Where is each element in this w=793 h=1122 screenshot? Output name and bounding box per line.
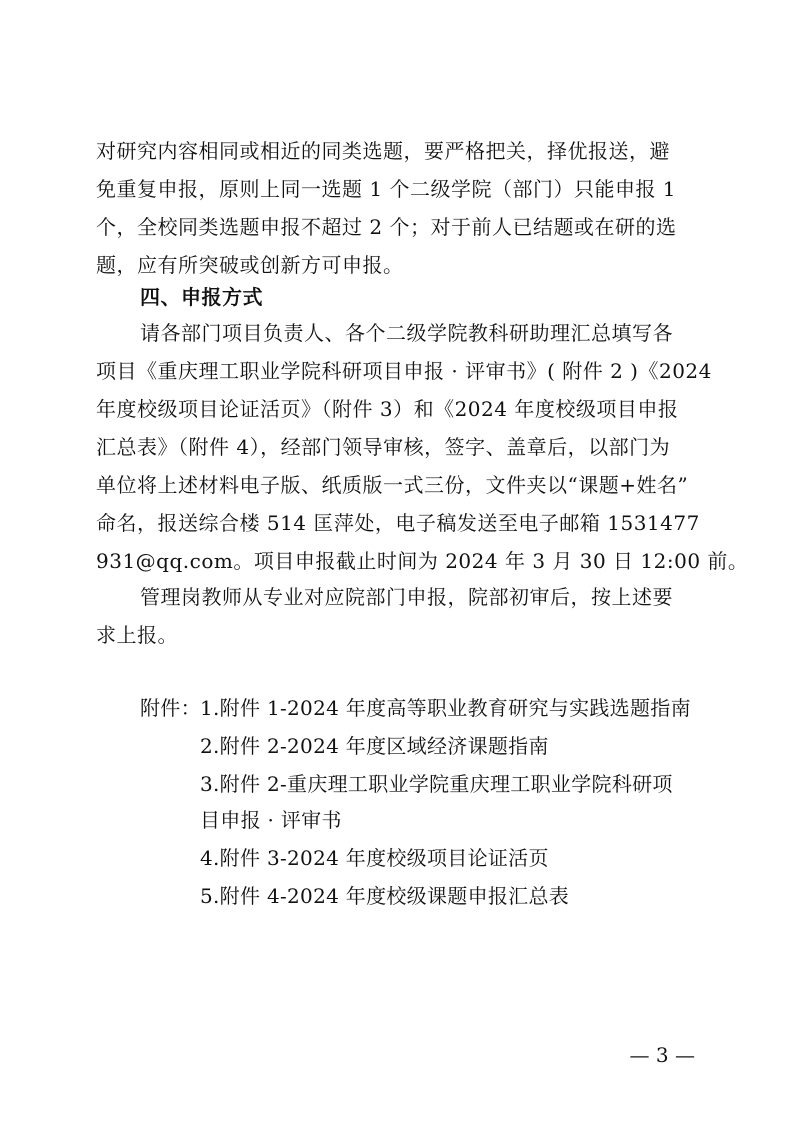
attachment-item-2: 2.附件 2-2024 年度区域经济课题指南 (200, 734, 549, 758)
attachment-item-3: 3.附件 2-重庆理工职业学院重庆理工职业学院科研项 (200, 772, 673, 796)
para2-line-5: 单位将上述材料电子版、纸质版一式三份，文件夹以“课题+姓名” (96, 473, 689, 497)
attachment-item-4: 4.附件 3-2024 年度校级项目论证活页 (200, 846, 549, 870)
para2-line-4: 汇总表》（附件 4），经部门领导审核，签字、盖章后，以部门为 (96, 435, 671, 459)
para2-line-6: 命名，报送综合楼 514 匡萍处，电子稿发送至电子邮箱 1531477 (96, 511, 700, 535)
para2-line-7: 931@qq.com。项目申报截止时间为 2024 年 3 月 30 日 12:00 前。 (96, 549, 749, 573)
para3-line-2: 求上报。 (96, 623, 178, 647)
para1-line-3: 个，全校同类选题申报不超过 2 个；对于前人已结题或在研的选 (96, 215, 677, 239)
page-number: — 3 — (629, 1043, 695, 1067)
para3-line-1: 管理岗教师从专业对应院部门申报，院部初审后，按上述要 (140, 585, 673, 609)
attachment-item-3-cont: 目申报 · 评审书 (200, 808, 342, 832)
para2-line-1: 请各部门项目负责人、各个二级学院教科研助理汇总填写各 (140, 321, 673, 345)
para2-line-3: 年度校级项目论证活页》（附件 3）和《2024 年度校级项目申报 (96, 397, 679, 421)
para1-line-1: 对研究内容相同或相近的同类选题，要严格把关，择优报送，避 (96, 139, 670, 163)
para1-line-2: 免重复申报，原则上同一选题 1 个二级学院（部门）只能申报 1 (96, 177, 677, 201)
attachments-label: 附件： (140, 696, 201, 720)
section-heading: 四、申报方式 (140, 285, 263, 309)
attachment-item-5: 5.附件 4-2024 年度校级课题申报汇总表 (200, 884, 570, 908)
para2-line-2: 项目《重庆理工职业学院科研项目申报 · 评审书》( 附件 2 )《2024 (96, 359, 712, 383)
attachment-item-1: 1.附件 1-2024 年度高等职业教育研究与实践选题指南 (200, 696, 691, 720)
para1-line-4: 题，应有所突破或创新方可申报。 (96, 253, 404, 277)
